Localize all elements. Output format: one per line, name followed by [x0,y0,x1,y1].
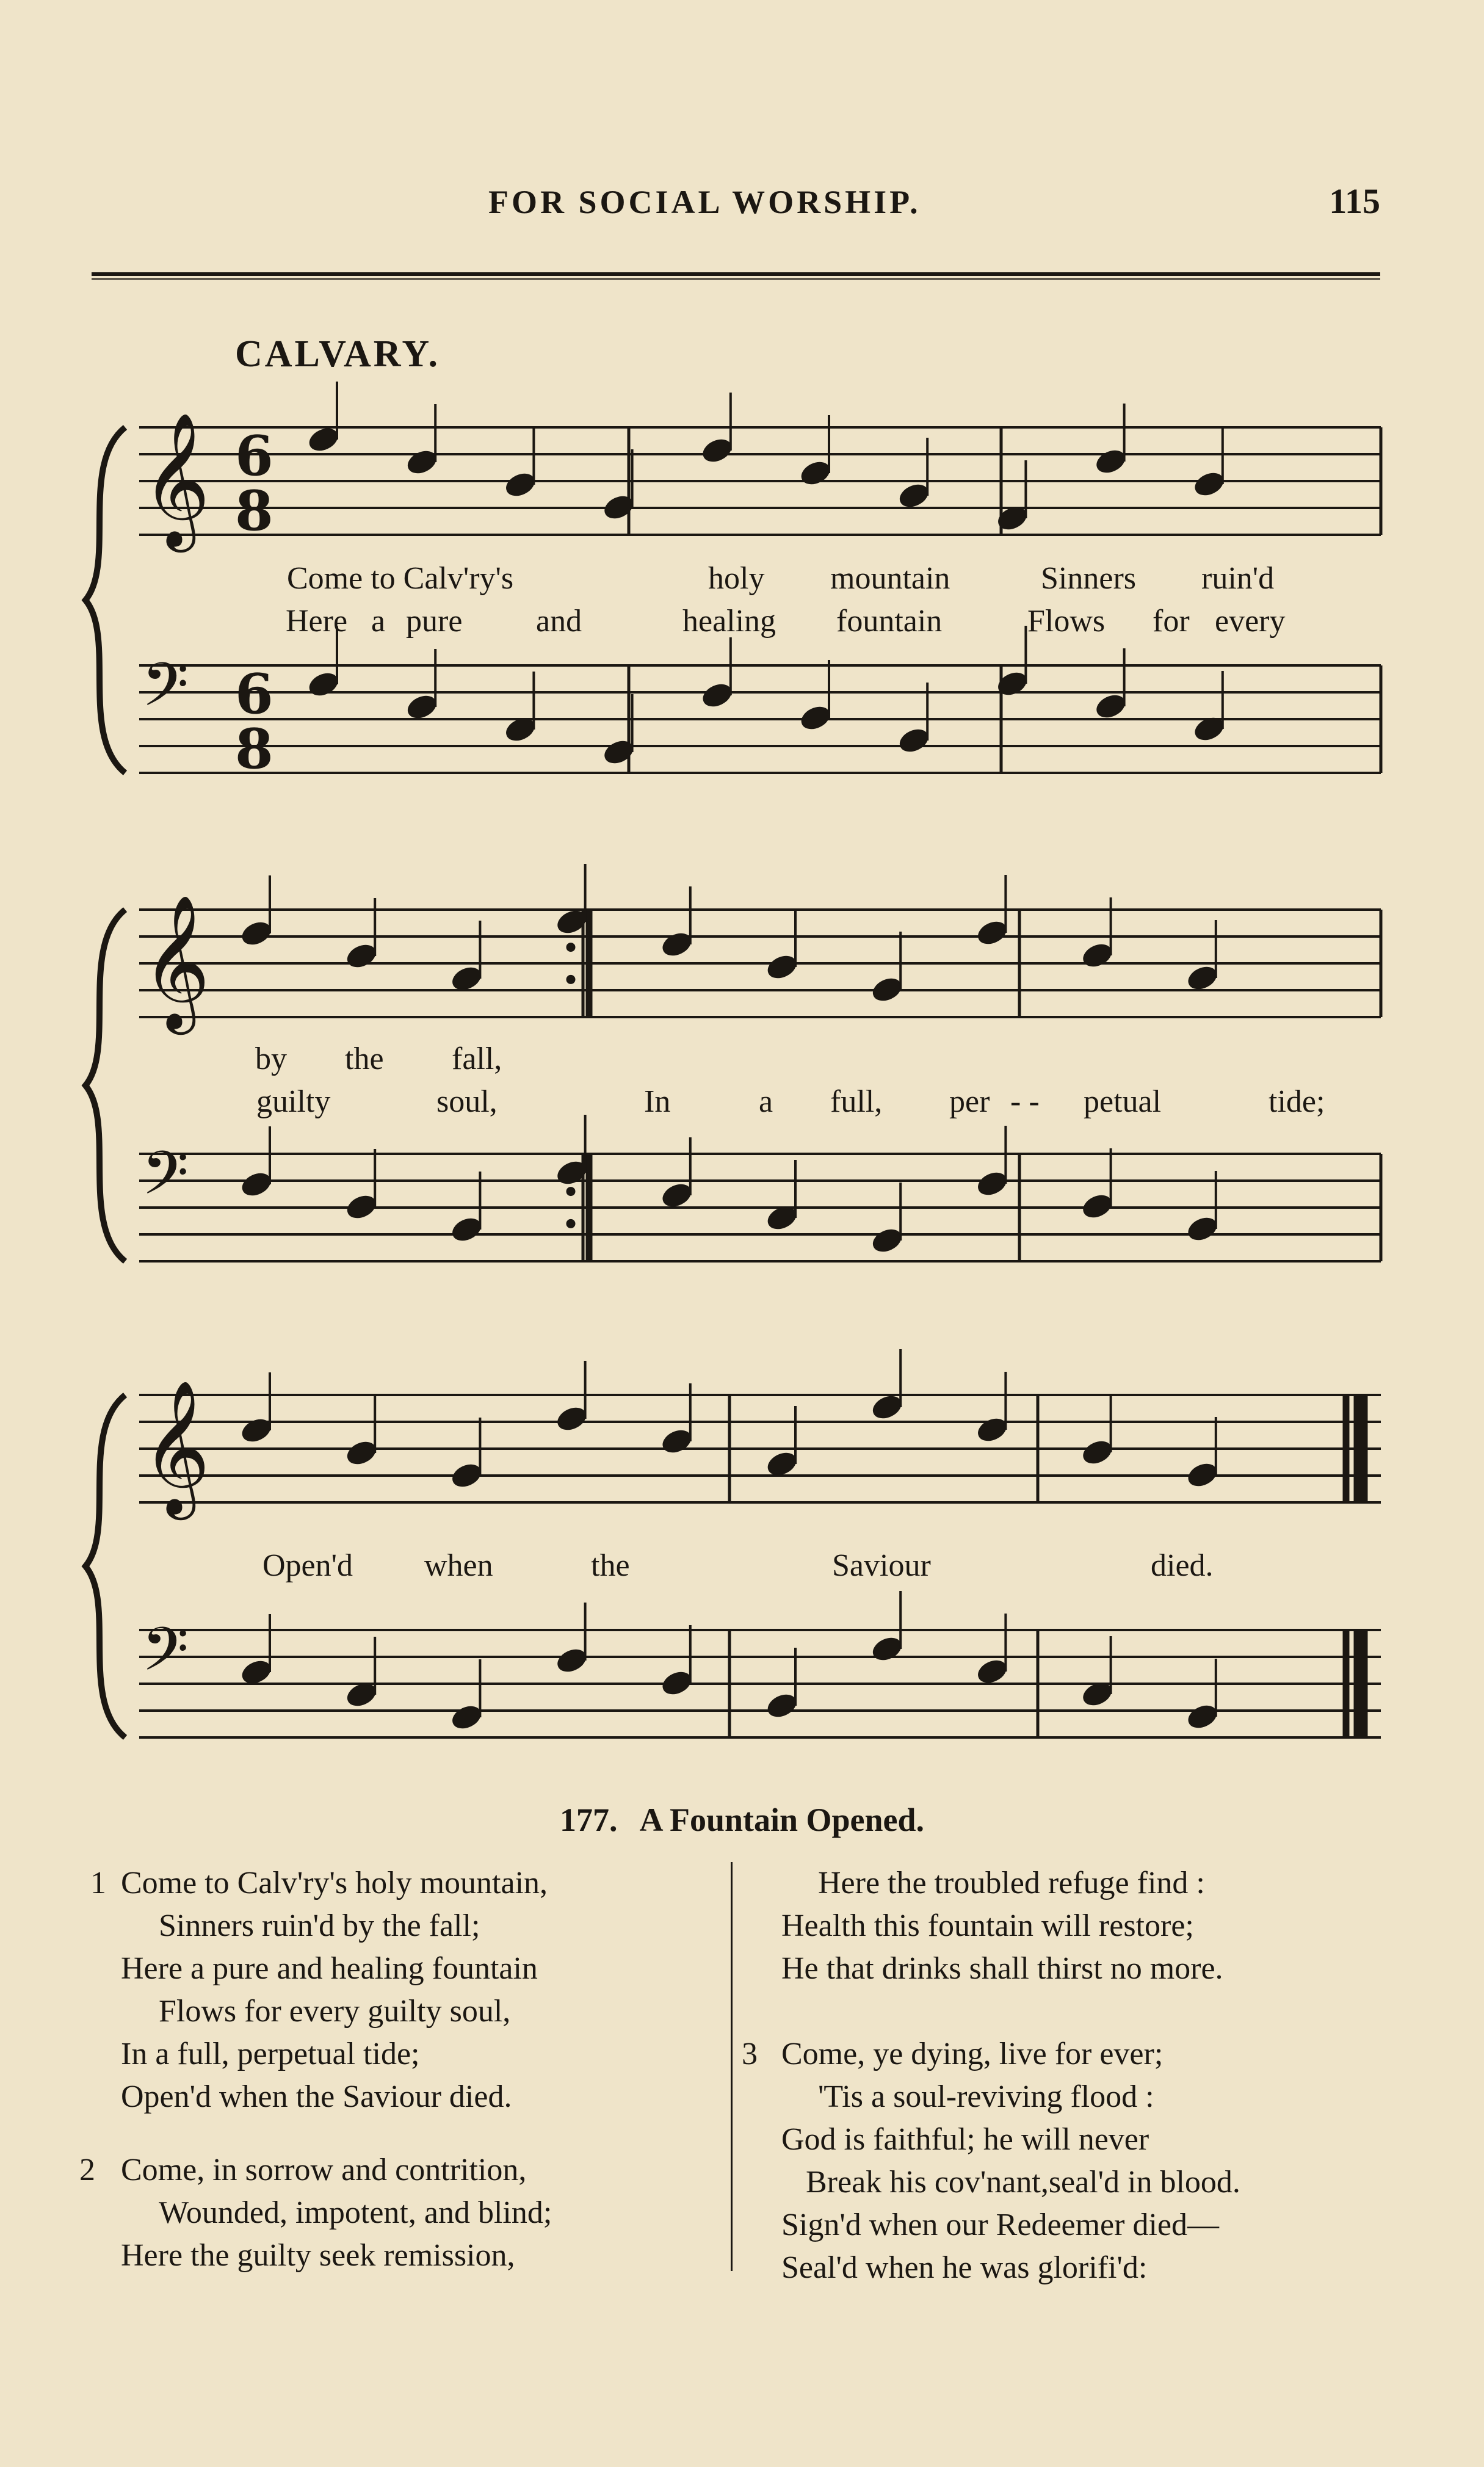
note-head [239,1415,273,1445]
verse-3-line-5: Sign'd when our Redeemer died— [781,2208,1219,2242]
note-head [1185,1701,1220,1731]
lyric-s3-l1-w3: the [591,1548,630,1583]
lyric-s2-l1-w3: fall, [452,1042,502,1076]
lyric-s1-l1-w3: mountain [830,561,950,596]
final-barline-thin [1343,1630,1349,1737]
verse-number-2: 2 [79,2153,95,2187]
treble-clef: 𝄞 [142,1379,211,1514]
hymn-title: A Fountain Opened. [639,1802,925,1838]
note-head [405,692,440,722]
note-head [1185,1460,1220,1490]
lyric-s1-l2-w9: every [1215,604,1286,639]
note-head [870,1392,905,1422]
hymn-heading [0,1801,1484,1839]
note-head [897,480,932,510]
repeat-barline [586,910,592,1017]
column-divider [731,1862,733,2271]
lyric-s2-l2-w8: petual [1084,1084,1162,1119]
bass-clef: 𝄢 [142,1615,189,1700]
verse-2-line-3: Here the guilty seek remission, [121,2238,515,2273]
treble-clef: 𝄞 [142,411,211,546]
note-head [554,1645,589,1675]
verse-3-line-6: Seal'd when he was glorifi'd: [781,2250,1148,2285]
lyric-s1-l1-w2: holy [708,561,765,596]
repeat-dot [566,975,575,984]
note-head [503,469,538,499]
lyric-s2-l2-w6: per [949,1084,990,1119]
lyric-s1-l2-w5: healing [682,604,776,639]
lyric-s3-l1-w4: Saviour [832,1548,931,1583]
verse-2-line-2: Wounded, impotent, and blind; [159,2195,552,2230]
note-head [700,435,734,465]
verse-1-line-3: Here a pure and healing fountain [121,1951,538,1986]
lyric-s1-l1-w5: ruin'd [1201,561,1275,596]
verse-3-line-2: 'Tis a soul-reviving flood : [818,2079,1154,2114]
system-brace [85,1395,125,1737]
final-barline-thick [1354,1630,1367,1737]
verse-1-line-1: Come to Calv'ry's holy mountain, [121,1866,548,1900]
note-head [1192,469,1226,499]
verse-1-line-6: Open'd when the Saviour died. [121,2079,512,2114]
time-signature-bottom: 8 [235,717,273,781]
lyric-s3-l1-w5: died. [1151,1548,1214,1583]
note-head [975,1168,1010,1198]
treble-clef: 𝄞 [142,894,211,1029]
lyric-s2-l2-w7: - - [1010,1084,1040,1119]
note-head [870,1634,905,1664]
final-barline-thin [1343,1395,1349,1502]
note-head [870,974,905,1004]
system-brace [85,910,125,1261]
lyric-s1-l2-w7: Flows [1027,604,1106,639]
system-brace [85,427,125,773]
verse-number-3: 3 [742,2037,758,2071]
note-head [764,952,799,982]
verse-3-line-3: God is faithful; he will never [781,2122,1149,2157]
lyric-s1-l2-w3: pure [406,604,463,639]
lyric-s1-l1-w1: Come to Calv'ry's [287,561,514,596]
verse-2-line-6: He that drinks shall thirst no more. [781,1951,1223,1986]
note-head [449,1460,484,1490]
verse-3-line-4: Break his cov'nant,seal'd in blood. [806,2165,1240,2200]
verse-2-line-4: Here the troubled refuge find : [818,1866,1205,1900]
note-head [700,680,734,710]
lyric-s2-l1-w2: the [345,1042,384,1076]
running-head: FOR SOCIAL WORSHIP. [488,184,921,220]
note-head [1093,446,1128,476]
note-head [659,1180,694,1210]
tune-title: CALVARY. [235,333,440,375]
verse-1-line-2: Sinners ruin'd by the fall; [159,1908,480,1943]
time-signature-top: 6 [235,424,273,488]
note-head [601,737,636,767]
note-head [344,1438,379,1468]
note-head [239,918,273,948]
note-head [870,1225,905,1255]
lyric-s2-l2-w9: tide; [1269,1084,1325,1119]
verse-2-line-1: Come, in sorrow and contrition, [121,2153,527,2187]
note-head [239,1169,273,1199]
lyric-s1-l2-w2: a [371,604,386,639]
time-signature-bottom: 8 [235,479,273,543]
note-head [405,447,440,477]
note-head [344,1192,379,1222]
repeat-barline [586,1154,592,1261]
lyric-s2-l2-w3: In [644,1084,671,1119]
lyric-s2-l2-w2: soul, [436,1084,498,1119]
note-head [1185,1214,1220,1244]
lyric-s1-l2-w6: fountain [836,604,943,639]
verse-1-line-4: Flows for every guilty soul, [159,1994,511,2029]
note-head [975,1415,1010,1444]
note-head [554,1404,589,1433]
note-head [659,1426,694,1456]
note-head [1080,1437,1115,1467]
note-head [1185,963,1220,993]
verse-2-line-5: Health this fountain will restore; [781,1908,1194,1943]
clefs [142,411,273,1700]
bass-clef: 𝄢 [142,1139,189,1223]
note-head [897,725,932,755]
final-barline-thick [1354,1395,1367,1502]
repeat-dot [566,943,575,952]
note-head [659,1668,694,1698]
verse-1-line-5: In a full, perpetual tide; [121,2037,420,2071]
hymn-number: 177. [559,1802,618,1838]
note-head [449,1214,484,1244]
note-head [798,458,833,488]
repeat-dot [566,1187,575,1196]
time-signature-top: 6 [235,662,273,726]
verse-number-1: 1 [90,1866,106,1900]
lyric-s3-l1-w1: Open'd [262,1548,353,1583]
note-head [1080,1191,1115,1221]
note-head [601,492,636,522]
repeat-dot [566,1219,575,1228]
bass-clef: 𝄢 [142,650,189,735]
note-head [306,669,341,699]
note-head [764,1690,799,1720]
note-head [975,918,1010,947]
note-head [1093,691,1128,721]
note-head [798,703,833,733]
lyric-s3-l1-w2: when [424,1548,493,1583]
lyric-s2-l2-w1: guilty [256,1084,331,1119]
lyric-s2-l2-w4: a [759,1084,773,1119]
lyric-s1-l2-w8: for [1153,604,1190,639]
note-head [975,1656,1010,1686]
note-head [344,941,379,971]
note-head [306,424,341,454]
lyric-s1-l2-w1: Here [286,604,348,639]
lyric-s1-l1-w4: Sinners [1041,561,1136,596]
note-head [449,1702,484,1732]
lyric-s1-l2-w4: and [536,604,582,639]
lyric-s2-l2-w5: full, [830,1084,883,1119]
page-number: 115 [1329,181,1380,221]
verse-3-line-1: Come, ye dying, live for ever; [781,2037,1164,2071]
lyric-s2-l1-w1: by [255,1042,287,1076]
note-head [659,929,694,959]
note-head [1080,940,1115,970]
